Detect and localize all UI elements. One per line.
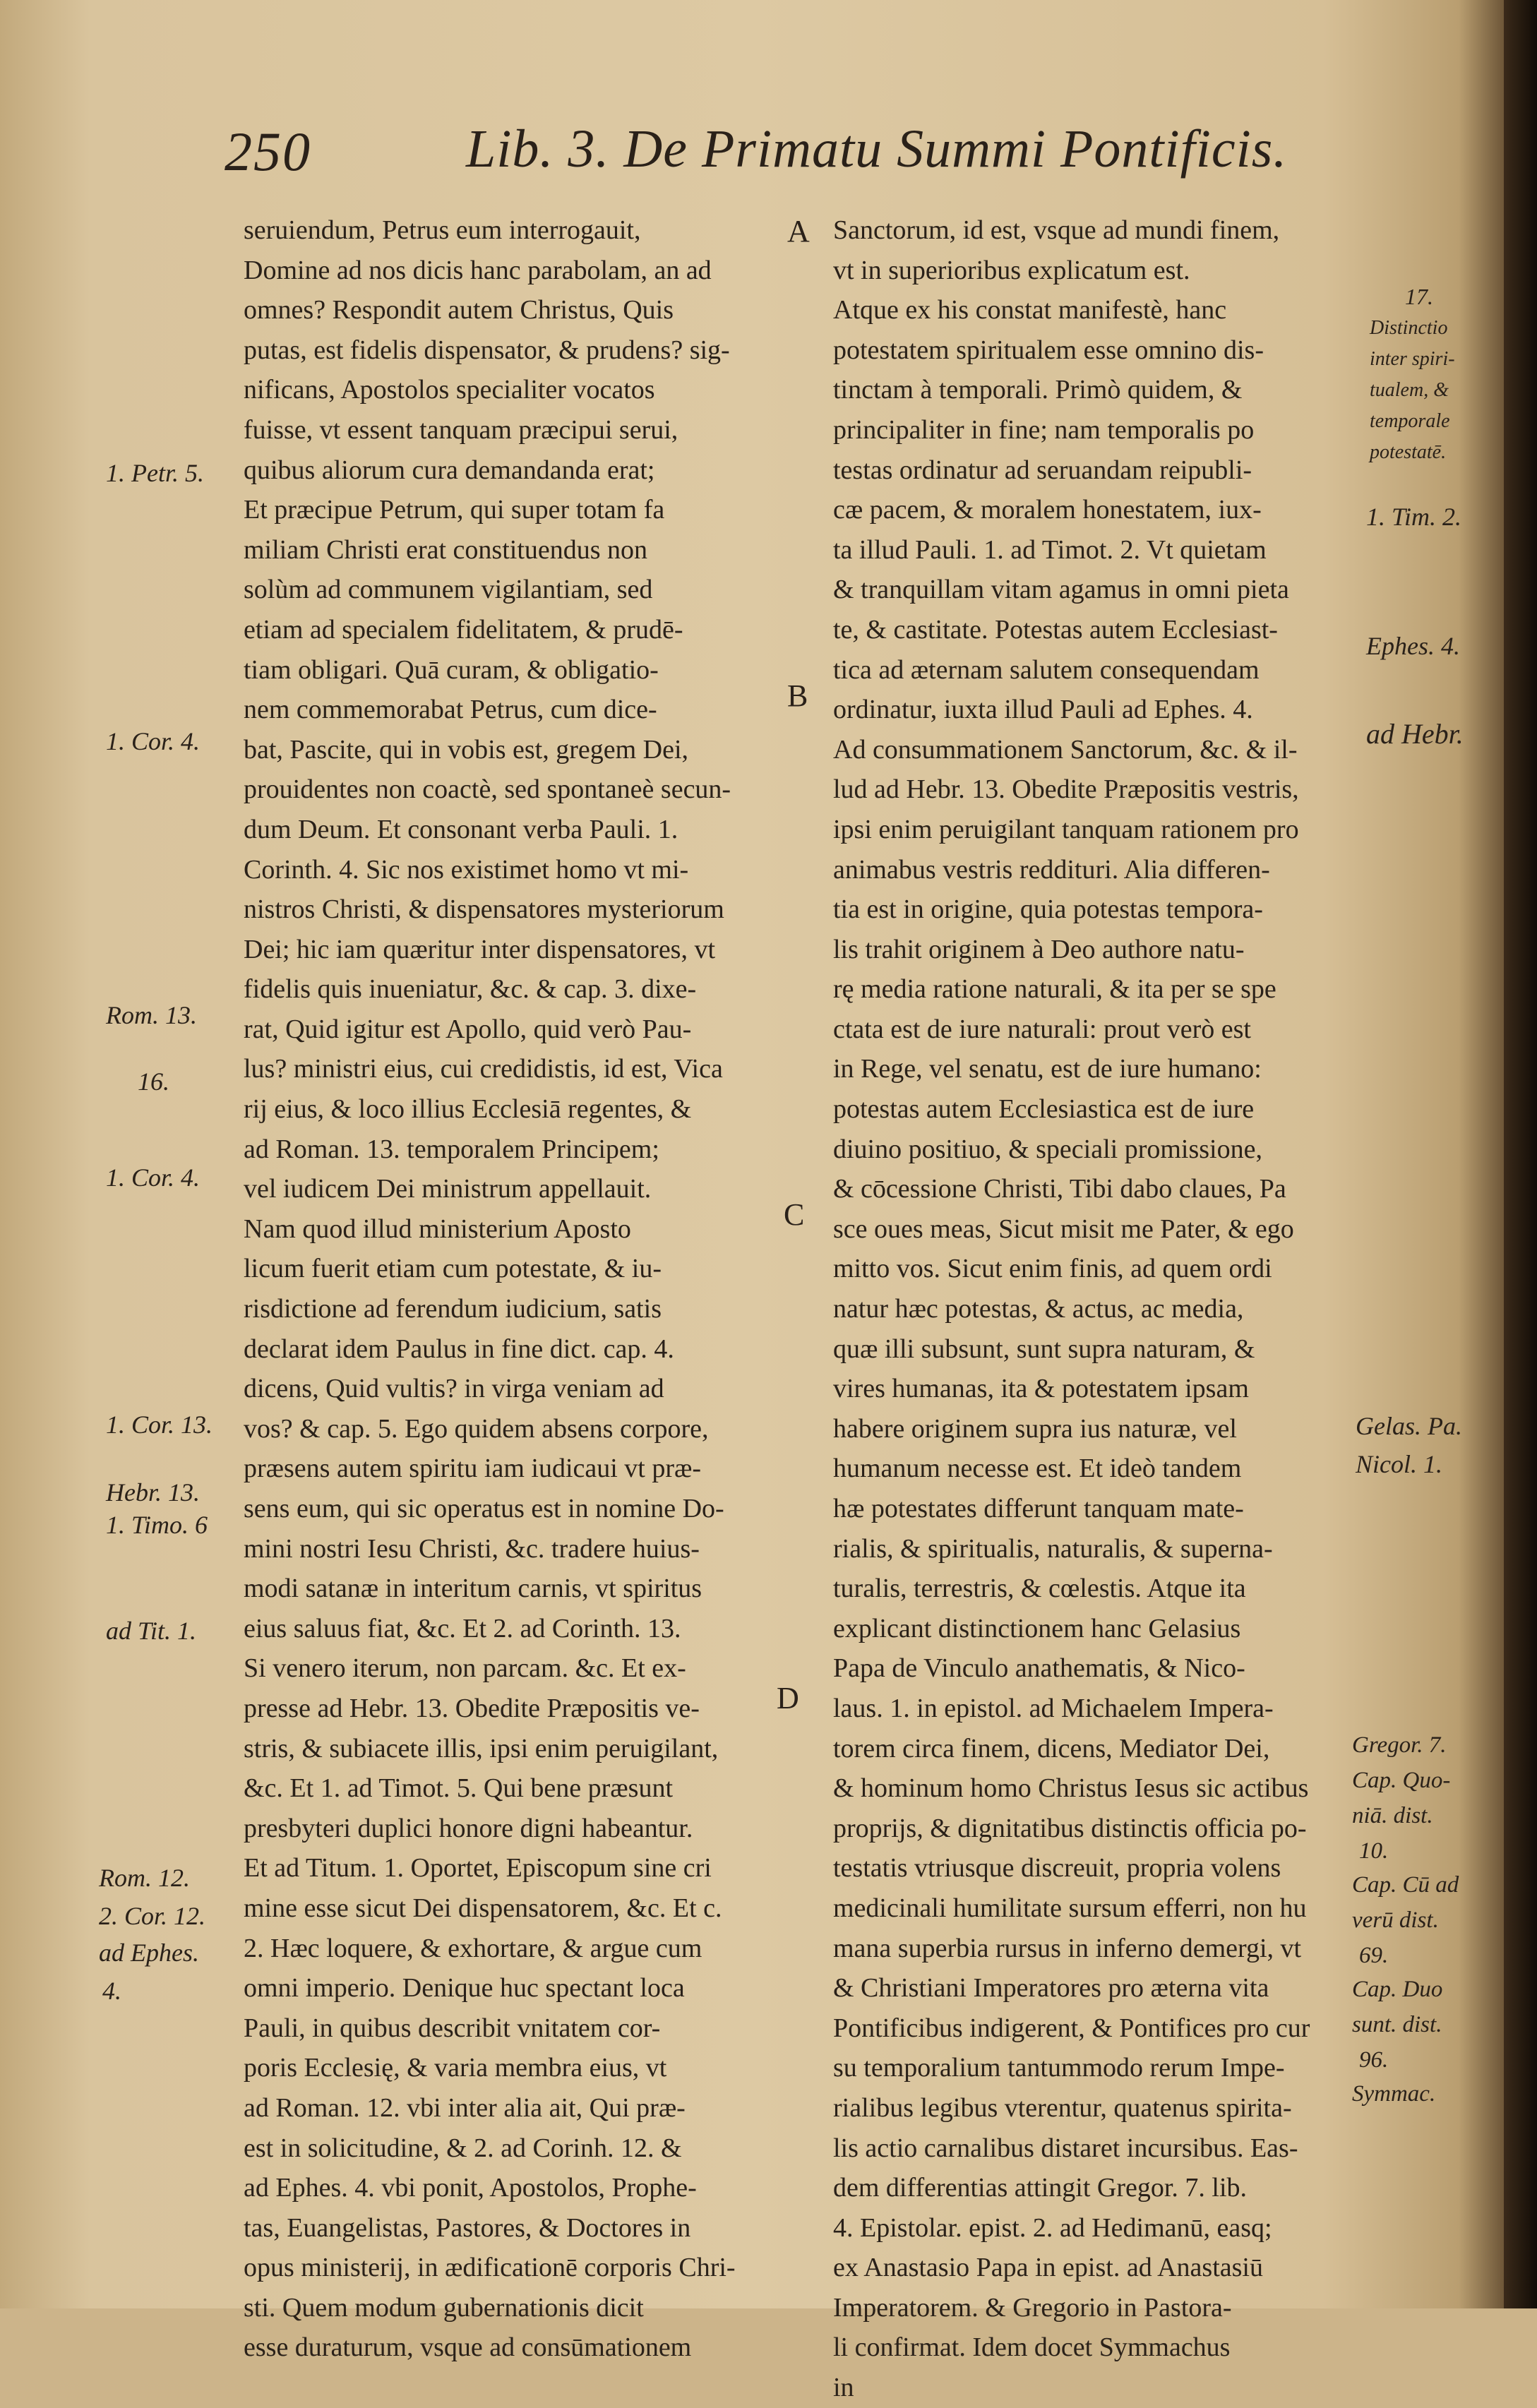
text-line: ta illud Pauli. 1. ad Timot. 2. Vt quietam <box>833 534 1267 565</box>
text-line: nistros Christi, & dispensatores mysteriorum <box>244 894 724 925</box>
text-line: eius saluus fiat, &c. Et 2. ad Corinth. 13. <box>244 1613 681 1643</box>
margin-note: 2. Cor. 12. <box>99 1902 206 1930</box>
text-line: torem circa finem, dicens, Mediator Dei, <box>833 1733 1270 1763</box>
text-line: risdictione ad ferendum iudicium, satis <box>244 1294 662 1324</box>
text-line: lis actio carnalibus distaret incursibus. Eas- <box>833 2133 1298 2163</box>
text-line: mine esse sicut Dei dispensatorem, &c. Et c. <box>244 1893 722 1923</box>
text-line: & Christiani Imperatores pro æterna vita <box>833 1973 1269 2003</box>
margin-note: 17. <box>1405 284 1433 309</box>
text-line: modi satanæ in interitum carnis, vt spiritus <box>244 1574 702 1604</box>
margin-note: 1. Tim. 2. <box>1366 503 1462 531</box>
margin-note: 1. Timo. 6 <box>106 1511 208 1539</box>
text-line: nem commemorabat Petrus, cum dice- <box>244 695 657 725</box>
text-line: rat, Quid igitur est Apollo, quid verò Pau- <box>244 1014 692 1044</box>
section-letter-b: B <box>787 678 808 713</box>
margin-note: 10. <box>1359 1838 1389 1864</box>
text-line: proprijs, & dignitatibus distinctis officia po- <box>833 1813 1307 1843</box>
text-line: cæ pacem, & moralem honestatem, iux- <box>833 495 1262 525</box>
text-line: ctata est de iure naturali: prout verò est <box>833 1014 1251 1044</box>
margin-note: ad Hebr. <box>1366 718 1464 750</box>
text-line: potestas autem Ecclesiastica est de iure <box>833 1094 1255 1125</box>
margin-note: 1. Cor. 4. <box>106 1163 201 1192</box>
text-line: Et præcipue Petrum, qui super totam fa <box>244 495 665 525</box>
text-line: est in solicitudine, & 2. ad Corinh. 12. & <box>244 2133 682 2163</box>
text-line: declarat idem Paulus in fine dict. cap. 4. <box>244 1334 674 1364</box>
margin-note: 69. <box>1359 1943 1389 1968</box>
left-text-column <box>244 210 762 2368</box>
margin-note: Symmac. <box>1352 2081 1436 2107</box>
text-line: Domine ad nos dicis hanc parabolam, an ad <box>244 255 712 285</box>
text-line: & tranquillam vitam agamus in omni pieta <box>833 575 1289 605</box>
text-line: rij eius, & loco illius Ecclesiā regentes, & <box>244 1094 692 1125</box>
text-line: putas, est fidelis dispensator, & prudens? sig- <box>244 335 730 365</box>
text-line: Et ad Titum. 1. Oportet, Episcopum sine cri <box>244 1853 712 1883</box>
text-line: presbyteri duplici honore digni habeantur. <box>244 1813 693 1843</box>
text-line: Ad consummationem Sanctorum, &c. & il- <box>833 734 1298 765</box>
text-line: testas ordinatur ad seruandam reipubli- <box>833 455 1252 485</box>
text-line: præsens autem spiritu iam iudicaui vt præ- <box>244 1454 702 1484</box>
text-line: vel iudicem Dei ministrum appellauit. <box>244 1174 652 1204</box>
text-line: Imperatorem. & Gregorio in Pastora- <box>833 2292 1232 2323</box>
right-text-column <box>833 210 1348 2408</box>
margin-note: Cap. Quo- <box>1352 1768 1451 1793</box>
text-line: Sanctorum, id est, vsque ad mundi finem, <box>833 215 1280 245</box>
margin-note: niā. dist. <box>1352 1803 1433 1828</box>
text-line: li confirmat. Idem docet Symmachus <box>833 2332 1231 2363</box>
text-line: 4. Epistolar. epist. 2. ad Hedimanū, easq; <box>833 2212 1272 2243</box>
text-line: ad Roman. 12. vbi inter alia ait, Qui præ- <box>244 2092 686 2123</box>
text-line: seruiendum, Petrus eum interrogauit, <box>244 215 641 245</box>
text-line: lud ad Hebr. 13. Obedite Præpositis vestris, <box>833 774 1299 805</box>
text-line: Si venero iterum, non parcam. &c. Et ex- <box>244 1653 686 1684</box>
text-line: in <box>833 2373 854 2403</box>
text-line: & cōcessione Christi, Tibi dabo claues, Pa <box>833 1174 1286 1204</box>
margin-note: 1. Petr. 5. <box>106 459 204 487</box>
margin-note: verū dist. <box>1352 1907 1439 1933</box>
text-line: rialibus legibus vterentur, quatenus spirita- <box>833 2092 1292 2123</box>
text-line: mitto vos. Sicut enim finis, ad quem ordi <box>833 1254 1272 1284</box>
text-line: in Rege, vel senatu, est de iure humano: <box>833 1054 1262 1084</box>
text-line: diuino positiuo, & speciali promissione, <box>833 1134 1262 1164</box>
margin-note: 96. <box>1359 2047 1389 2073</box>
section-letter-d: D <box>777 1681 799 1715</box>
page-number: 250 <box>225 121 311 182</box>
margin-note: 1. Cor. 4. <box>106 727 201 755</box>
margin-note: ad Tit. 1. <box>106 1617 197 1645</box>
margin-note: Hebr. 13. <box>106 1478 200 1507</box>
text-line: dicens, Quid vultis? in virga veniam ad <box>244 1374 664 1404</box>
text-line: rę media ratione naturali, & ita per se spe <box>833 974 1276 1005</box>
text-line: presse ad Hebr. 13. Obedite Præpositis ve- <box>244 1693 700 1723</box>
text-line: omnes? Respondit autem Christus, Quis <box>244 295 674 325</box>
text-line: ad Ephes. 4. vbi ponit, Apostolos, Prophe- <box>244 2173 697 2203</box>
margin-note: inter spiri- <box>1370 348 1455 370</box>
text-line: tiam obligari. Quā curam, & obligatio- <box>244 654 659 685</box>
margin-note: 4. <box>102 1977 121 2005</box>
text-line: Nam quod illud ministerium Aposto <box>244 1214 631 1244</box>
text-line: ad Roman. 13. temporalem Principem; <box>244 1134 659 1164</box>
text-line: dum Deum. Et consonant verba Pauli. 1. <box>244 814 678 844</box>
text-line: Pauli, in quibus describit vnitatem cor- <box>244 2013 661 2043</box>
text-line: Dei; hic iam quæritur inter dispensatores, vt <box>244 934 716 964</box>
text-line: opus ministerij, in ædificationē corporis Chri- <box>244 2253 736 2283</box>
text-line: fuisse, vt essent tanquam præcipui serui, <box>244 414 678 445</box>
text-line: vires humanas, ita & potestatem ipsam <box>833 1374 1249 1404</box>
margin-note: potestatē. <box>1370 441 1447 463</box>
margin-note: Distinctio <box>1370 317 1448 339</box>
margin-note: Rom. 12. <box>99 1864 190 1892</box>
text-line: vos? & cap. 5. Ego quidem absens corpore, <box>244 1413 709 1444</box>
text-line: tia est in origine, quia potestas tempora- <box>833 894 1263 925</box>
text-line: hæ potestates differunt tanquam mate- <box>833 1494 1244 1523</box>
margin-note: ad Ephes. <box>99 1939 199 1967</box>
text-line: testatis vtriusque discreuit, propria volens <box>833 1853 1281 1883</box>
text-line: Papa de Vinculo anathematis, & Nico- <box>833 1653 1245 1684</box>
text-line: dem differentias attingit Gregor. 7. lib. <box>833 2173 1248 2203</box>
text-line: licum fuerit etiam cum potestate, & iu- <box>244 1254 662 1284</box>
section-letter-a: A <box>787 214 810 248</box>
text-line: habere originem supra ius naturæ, vel <box>833 1413 1237 1444</box>
margin-note: 16. <box>138 1067 169 1096</box>
text-line: &c. Et 1. ad Timot. 5. Qui bene præsunt <box>244 1773 673 1804</box>
margin-note: Gregor. 7. <box>1352 1732 1447 1758</box>
margin-note: Ephes. 4. <box>1366 632 1460 660</box>
text-line: esse duraturum, vsque ad consūmationem <box>244 2332 692 2363</box>
text-line: prouidentes non coactè, sed spontaneè secun- <box>244 774 731 805</box>
text-line: nificans, Apostolos specialiter vocatos <box>244 375 655 405</box>
text-line: Corinth. 4. Sic nos existimet homo vt mi- <box>244 854 689 885</box>
text-line: explicant distinctionem hanc Gelasius <box>833 1613 1241 1643</box>
margin-note: Cap. Cū ad <box>1352 1872 1459 1898</box>
text-line: etiam ad specialem fidelitatem, & prudē- <box>244 614 683 645</box>
text-line: & hominum homo Christus Iesus sic actibus <box>833 1773 1309 1804</box>
text-line: turalis, terrestris, & cœlestis. Atque ita <box>833 1574 1246 1604</box>
text-line: fidelis quis inueniatur, &c. & cap. 3. dixe- <box>244 974 697 1005</box>
text-line: solùm ad communem vigilantiam, sed <box>244 575 653 605</box>
text-line: Pontificibus indigerent, & Pontifices pro cur <box>833 2013 1310 2043</box>
text-line: poris Ecclesię, & varia membra eius, vt <box>244 2053 667 2083</box>
text-line: ex Anastasio Papa in epist. ad Anastasiū <box>833 2253 1263 2283</box>
text-line: quæ illi subsunt, sunt supra naturam, & <box>833 1334 1255 1364</box>
book-spine <box>1504 0 1537 2308</box>
margin-note: Rom. 13. <box>106 1001 197 1029</box>
text-line: natur hæc potestas, & actus, ac media, <box>833 1294 1244 1324</box>
running-title: Lib. 3. De Primatu Summi Pontificis. <box>466 119 1288 179</box>
text-line: omni imperio. Denique huc spectant loca <box>244 1973 685 2003</box>
text-line: vt in superioribus explicatum est. <box>833 255 1190 285</box>
text-line: Atque ex his constat manifestè, hanc <box>833 295 1227 325</box>
text-line: lus? ministri eius, cui credidistis, id est, Vica <box>244 1054 723 1084</box>
text-line: potestatem spiritualem esse omnino dis- <box>833 335 1264 365</box>
section-letter-c: C <box>784 1197 805 1232</box>
text-line: stris, & subiacete illis, ipsi enim peruigilant, <box>244 1733 719 1763</box>
text-line: laus. 1. in epistol. ad Michaelem Impera- <box>833 1693 1274 1723</box>
text-line: mini nostri Iesu Christi, &c. tradere huius- <box>244 1533 700 1564</box>
text-line: mana superbia rursus in inferno demergi, vt <box>833 1933 1302 1963</box>
text-line: miliam Christi erat constituendus non <box>244 534 648 565</box>
margin-note: Cap. Duo <box>1352 1977 1443 2002</box>
text-line: sce oues meas, Sicut misit me Pater, & ego <box>833 1214 1294 1244</box>
text-line: su temporalium tantummodo rerum Impe- <box>833 2053 1285 2083</box>
margin-note: temporale <box>1370 410 1450 432</box>
text-line: humanum necesse est. Et ideò tandem <box>833 1454 1242 1484</box>
text-line: ordinatur, iuxta illud Pauli ad Ephes. 4. <box>833 695 1253 725</box>
text-line: bat, Pascite, qui in vobis est, gregem Dei, <box>244 734 689 765</box>
text-line: lis trahit originem à Deo authore natu- <box>833 934 1245 964</box>
margin-note: 1. Cor. 13. <box>106 1410 213 1439</box>
text-line: sti. Quem modum gubernationis dicit <box>244 2292 644 2323</box>
text-line: medicinali humilitate sursum efferri, non hu <box>833 1893 1307 1923</box>
text-line: te, & castitate. Potestas autem Ecclesiast- <box>833 614 1278 645</box>
text-line: 2. Hæc loquere, & exhortare, & argue cum <box>244 1933 702 1963</box>
text-line: tinctam à temporali. Primò quidem, & <box>833 375 1243 405</box>
text-line: tica ad æternam salutem consequendam <box>833 654 1260 685</box>
text-line: ipsi enim peruigilant tanquam rationem pro <box>833 814 1299 844</box>
text-line: animabus vestris reddituri. Alia differen- <box>833 854 1270 885</box>
margin-note: tualem, & <box>1370 379 1449 401</box>
margin-note: Gelas. Pa. <box>1356 1412 1462 1440</box>
margin-note: sunt. dist. <box>1352 2012 1442 2037</box>
text-line: rialis, & spiritualis, naturalis, & superna- <box>833 1533 1273 1564</box>
text-line: quibus aliorum cura demandanda erat; <box>244 455 655 485</box>
text-line: principaliter in fine; nam temporalis po <box>833 414 1255 445</box>
margin-note: Nicol. 1. <box>1356 1450 1442 1478</box>
text-line: sens eum, qui sic operatus est in nomine Do- <box>244 1494 724 1523</box>
text-line: tas, Euangelistas, Pastores, & Doctores in <box>244 2212 691 2243</box>
